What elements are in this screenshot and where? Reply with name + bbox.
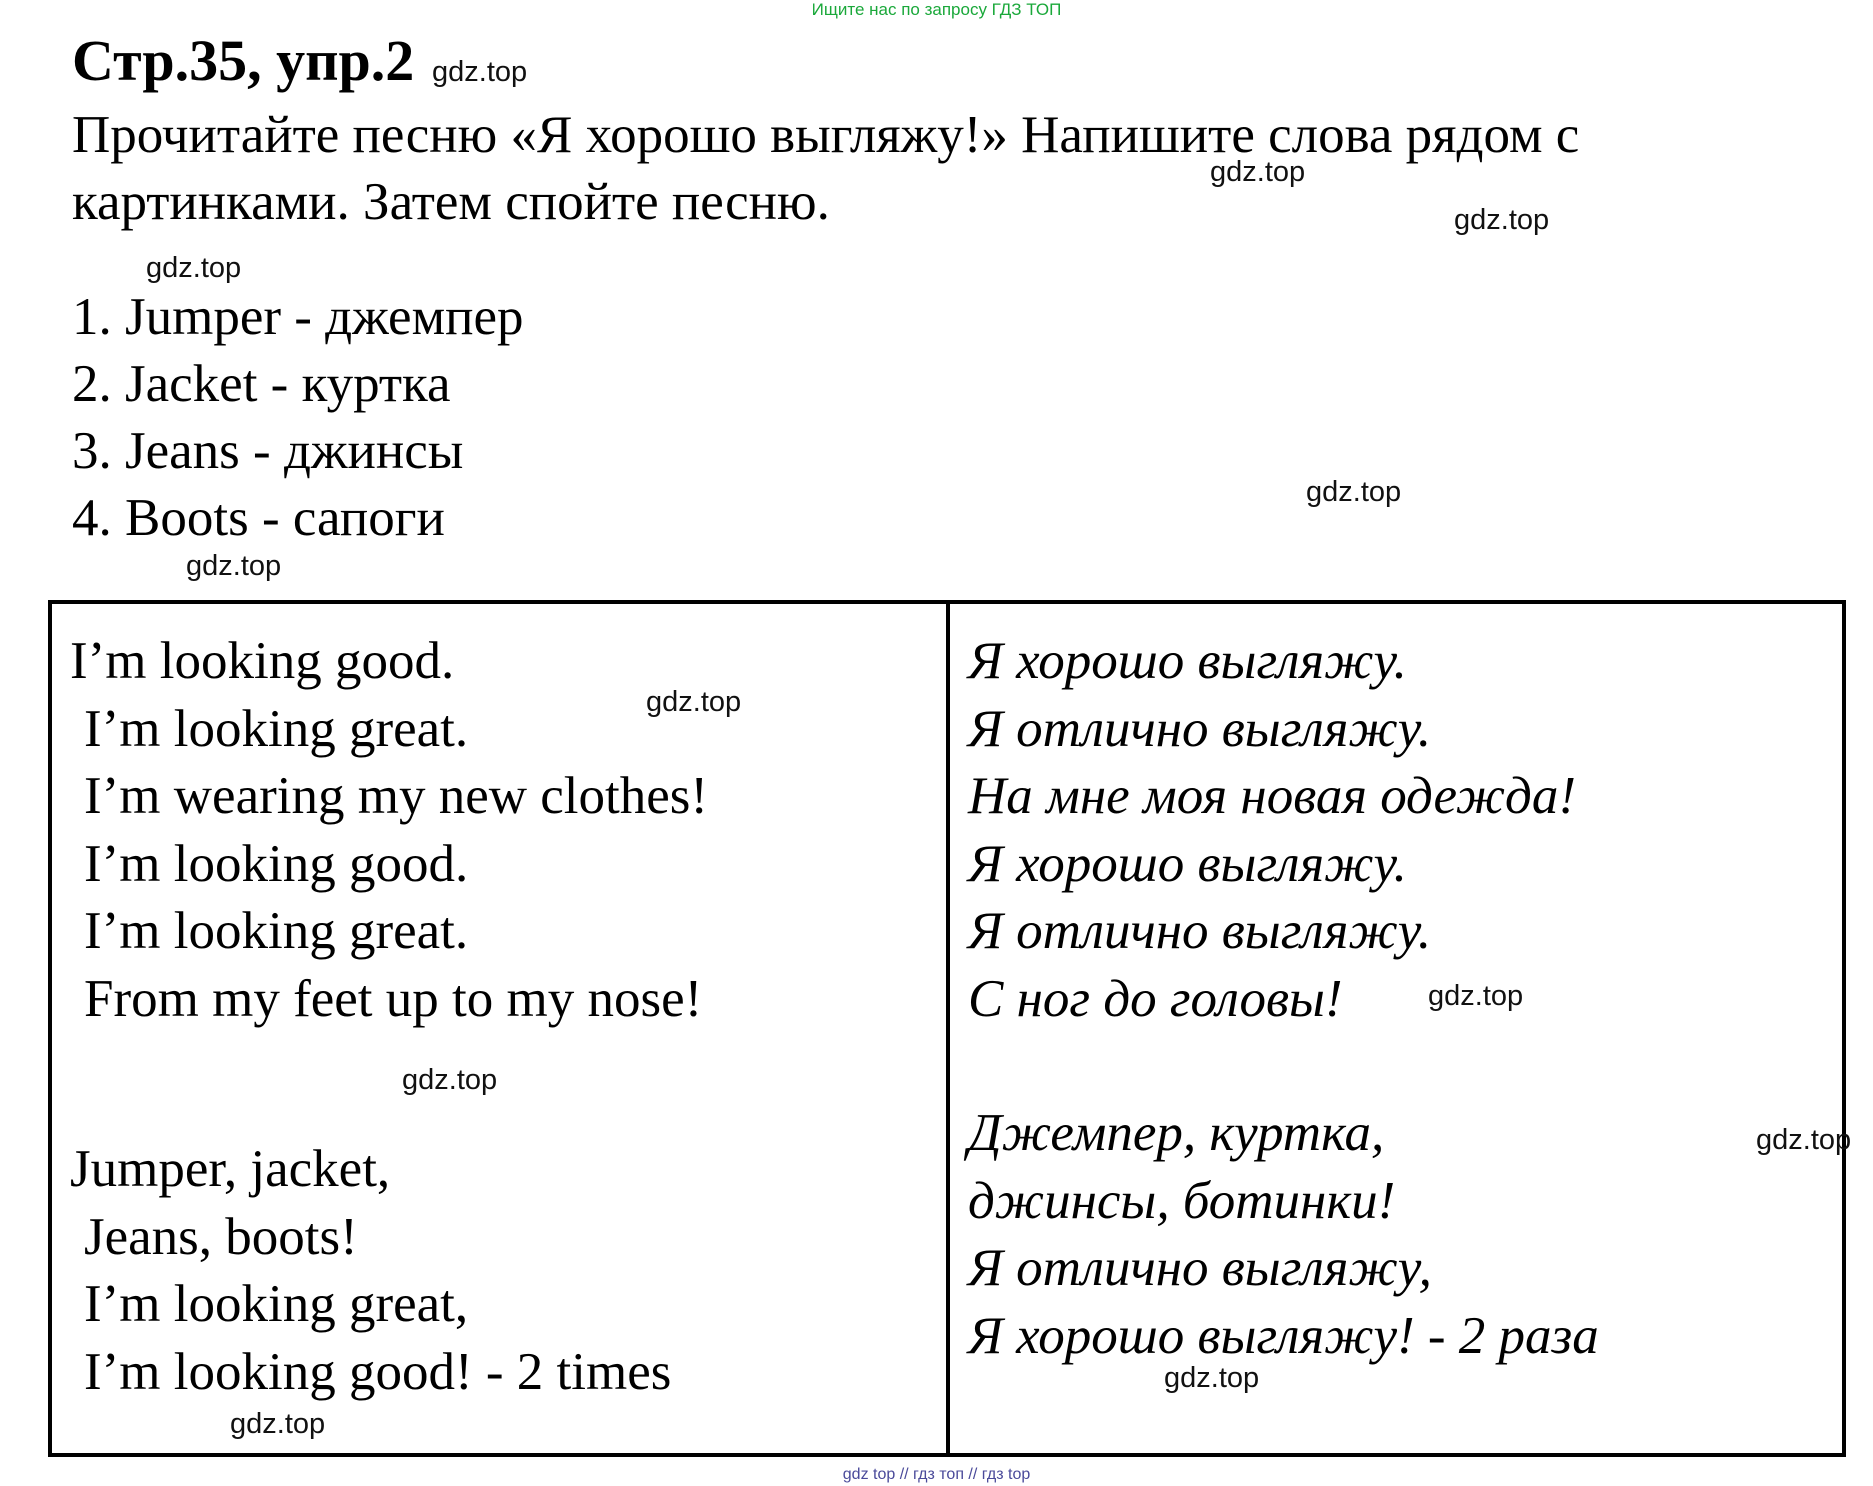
song-ru-chorus [968,1100,1599,1370]
watermark: gdz.top [432,56,528,88]
song-line: I’m looking great, [84,1275,469,1333]
task-text [72,102,1579,236]
song-line: Я хорошо выгляжу! - 2 раза [968,1306,1599,1365]
song-line: Jumper, jacket, [70,1140,391,1198]
song-line: Jeans, boots! [84,1207,358,1266]
watermark: gdz.top [230,1408,326,1440]
song-line: На мне моя новая одежда! [968,767,1576,825]
song-en-chorus [70,1136,671,1406]
song-line: I’m looking great. [84,902,469,960]
watermark: gdz.top [186,550,282,582]
watermark: gdz.top [1164,1362,1260,1394]
song-line: Я отлично выгляжу. [968,699,1432,758]
vocab-item: 3. Jeans - джинсы [72,422,464,480]
song-line: джинсы, ботинки! [968,1171,1396,1230]
footer-text: gdz top // гдз топ // гдз top [842,1466,1031,1483]
song-line: I’m wearing my new clothes! [84,767,709,825]
song-line: Я отлично выгляжу, [968,1239,1432,1297]
vocab-item: 2. Jacket - куртка [72,355,451,413]
watermark: gdz.top [1306,476,1402,508]
page-title: Стр.35, упр.2 [72,28,415,93]
watermark: gdz.top [1454,204,1550,236]
watermark: gdz.top [1210,156,1306,188]
watermark: gdz.top [1756,1124,1852,1156]
task-line: Прочитайте песню «Я хорошо выгляжу!» Напишите слова рядом с [72,106,1580,164]
song-line: Я хорошо выгляжу. [968,632,1407,690]
vocab-item: 1. Jumper - джемпер [72,288,524,346]
watermark: gdz.top [1428,980,1524,1012]
song-line: I’m looking good. [84,834,469,893]
song-line: From my feet up to my nose! [84,969,703,1028]
song-line: С ног до головы! [968,969,1343,1028]
song-line: Я отлично выгляжу. [968,902,1432,960]
vocab-item: 4. Boots - сапоги [72,489,445,547]
song-line: Джемпер, куртка, [968,1104,1385,1162]
song-line: I’m looking good! - 2 times [84,1342,672,1401]
watermark: gdz.top [402,1064,498,1096]
vocab-list [72,284,524,552]
song-line: Я хорошо выгляжу. [968,834,1407,893]
watermark: gdz.top [146,252,242,284]
song-ru-verse [968,628,1576,1033]
song-line: I’m looking great. [84,699,469,758]
watermark: gdz.top [646,686,742,718]
table-divider [946,600,950,1457]
song-en-verse [70,628,708,1033]
song-line: I’m looking good. [70,632,455,690]
task-line: картинками. Затем спойте песню. [72,173,830,231]
top-banner: Ищите нас по запросу ГДЗ ТОП [811,0,1062,19]
